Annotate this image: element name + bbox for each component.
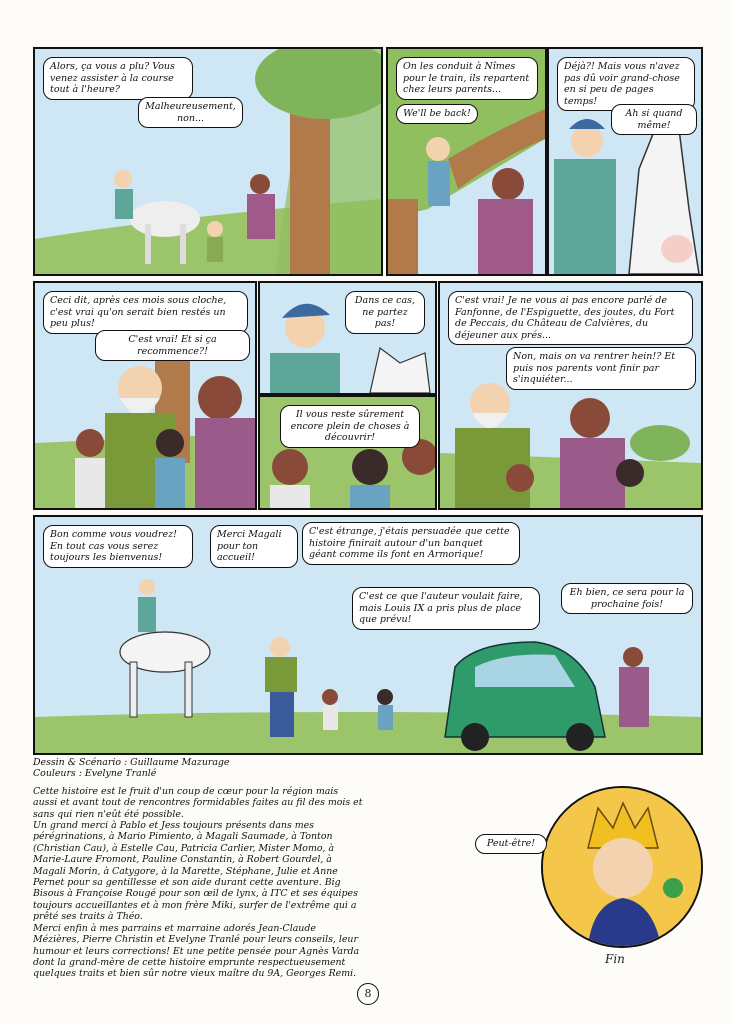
credit-paragraph: Un grand merci à Pablo et Jess toujours présents dans mes pérégrinations, à Mario Pimiento, à Magali Saumade, à Tonton (Christian Cau), à Estelle Cau, Patricia Carlier, Mister Momo, à Marie-Laure Fromont, Pauline Constantin, à Robert Gourdel, à Magali Morin, à Catygore, à la Marette, Stéphane, Julie et Anne Pernet pour sa gentillesse et son aide durant cette aventure. Big Bisous à Françoise Rougé pour son œil de lynx, à ITC et ses équipes toujours accueillantes et à mon frère Miki, surfer de l'extrême qui a prêté ses traits à Théo. xyxy=(33,820,358,923)
panel-6 xyxy=(258,395,437,510)
speech-bubble: C'est ce que l'auteur voulait faire, mais Louis IX a pris plus de place que prévu! xyxy=(352,587,540,630)
credit-paragraph: Cette histoire est le fruit d'un coup de cœur pour la région mais aussi et avant tout de rencontres formidables faites au fil des mois et sans qui rien n'eût été possible. xyxy=(33,785,363,820)
credit-colors: Couleurs : Evelyne Tranlé xyxy=(33,768,157,780)
speech-bubble: Non, mais on va rentrer hein!? Et puis nos parents vont finir par s'inquiéter... xyxy=(506,347,696,390)
panel-1 xyxy=(33,47,383,276)
speech-bubble: Bon comme vous voudrez! En tout cas vous serez toujours les bienvenus! xyxy=(43,525,193,568)
speech-bubble: Ah si quand même! xyxy=(611,104,697,135)
page-number: 8 xyxy=(357,983,379,1005)
ending-text: Fin xyxy=(605,952,625,966)
speech-bubble: C'est étrange, j'étais persuadée que cette histoire finirait autour d'un banquet géant comme ils font en Armorique! xyxy=(302,522,520,565)
panel-2 xyxy=(386,47,547,276)
panel-4 xyxy=(33,281,257,510)
credit-drawing: Dessin & Scénario : Guillaume Mazurage xyxy=(33,757,230,768)
speech-bubble: Alors, ça vous a plu? Vous venez assister à la course tout à l'heure? xyxy=(43,57,193,100)
panel-8 xyxy=(33,515,703,755)
king-portrait xyxy=(543,788,701,946)
speech-bubble: Malheureusement, non... xyxy=(138,97,243,128)
speech-bubble: On les conduit à Nîmes pour le train, ils repartent chez leurs parents... xyxy=(396,57,538,100)
speech-bubble: Eh bien, ce sera pour la prochaine fois! xyxy=(561,583,693,614)
speech-bubble: Merci Magali pour ton accueil! xyxy=(210,525,298,568)
speech-bubble: Déjà?! Mais vous n'avez pas dû voir grand-chose en si peu de pages temps! xyxy=(557,57,695,111)
panel-5 xyxy=(258,281,437,395)
credits xyxy=(33,757,363,980)
speech-bubble: C'est vrai! Je ne vous ai pas encore parlé de Fanfonne, de l'Espiguette, des joutes, du Fort de Peccais, du Château de Calvières, du déjeuner aux prés... xyxy=(448,291,693,345)
speech-bubble-medallion: Peut-être! xyxy=(475,834,547,854)
speech-bubble: C'est vrai! Et si ça recommence?! xyxy=(95,330,250,361)
speech-bubble: Dans ce cas, ne partez pas! xyxy=(345,291,425,334)
king-medallion xyxy=(541,786,703,948)
speech-bubble: Il vous reste sûrement encore plein de choses à découvrir! xyxy=(280,405,420,448)
speech-bubble: Ceci dit, après ces mois sous cloche, c'est vrai qu'on serait bien restés un peu plus! xyxy=(43,291,248,334)
panel-7 xyxy=(438,281,703,510)
speech-bubble: We'll be back! xyxy=(396,104,478,124)
panel-3 xyxy=(547,47,703,276)
credit-paragraph: Merci enfin à mes parrains et marraine adorés Jean-Claude Mézières, Pierre Christin et Evelyne Tranlé pour leurs conseils, leur humour et leurs corrections! Et une petite pensée pour Agnès Varda dont la grand-mère de cette histoire emprunte respectueusement quelques traits et bien sûr notre vieux maître du 9A, Georges Remi. xyxy=(33,922,360,980)
